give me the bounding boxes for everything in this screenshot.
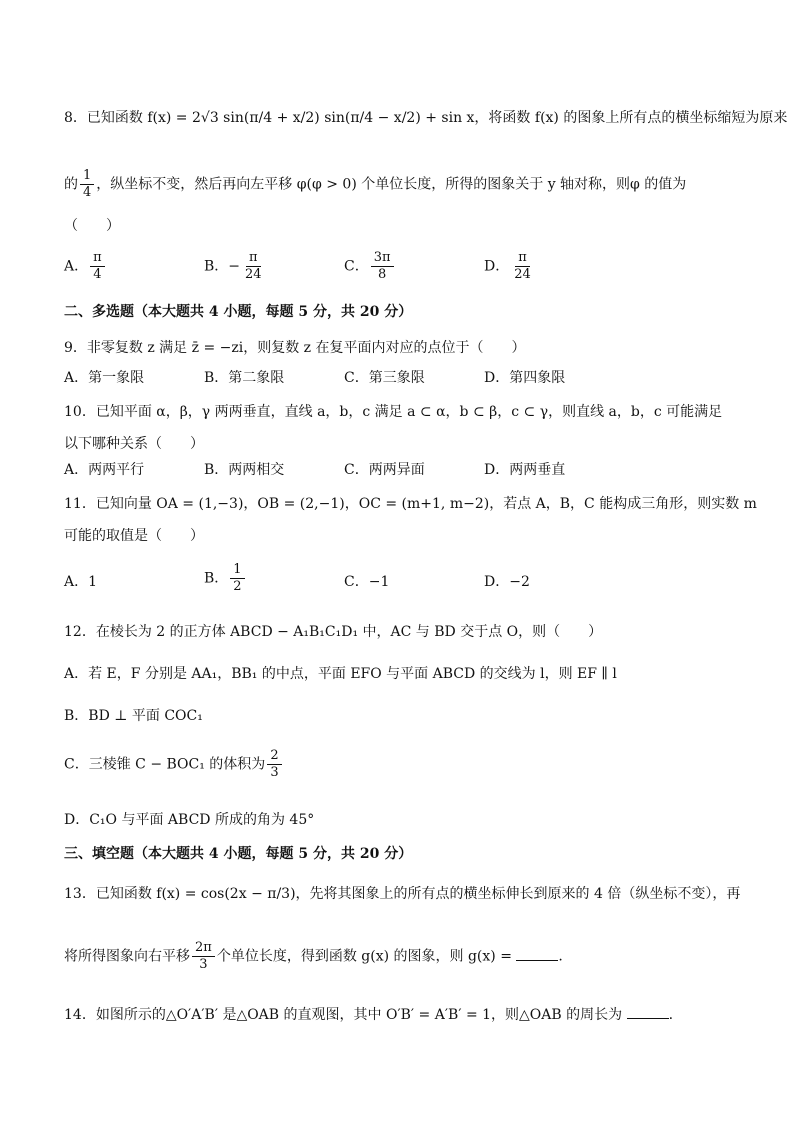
q8-option-a-num: π <box>90 250 105 267</box>
q8-option-d-frac <box>511 250 534 283</box>
q13-answer-blank[interactable] <box>516 946 558 961</box>
q8-option-d-den: 24 <box>514 267 531 282</box>
q11-option-b-frac <box>230 562 244 595</box>
q11-line2: 可能的取值是（ ） <box>64 528 204 544</box>
q12-option-d: D．C₁O 与平面 ABCD 所成的角为 45° <box>64 812 315 828</box>
q8-options <box>64 250 744 290</box>
q13-frac-den: 3 <box>199 957 208 972</box>
q8-option-c-den: 8 <box>377 267 387 282</box>
q13-line2-post: 个单位长度，得到函数 g(x) 的图象，则 g(x) = <box>216 948 512 965</box>
q11-option-c: C．−1 <box>344 574 390 590</box>
q8-option-c-frac <box>371 250 394 283</box>
section-3-heading: 三、填空题（本大题共 4 小题，每题 5 分，共 20 分） <box>64 846 413 862</box>
q8-option-b <box>204 250 267 283</box>
q8-option-a-den: 4 <box>93 267 102 282</box>
q12-option-a: A．若 E，F 分别是 AA₁，BB₁ 的中点，平面 EFO 与平面 ABCD 的交线为 l，则 EF ∥ l <box>64 666 617 682</box>
q8-option-c-label: C． <box>344 258 369 275</box>
q10-option-a: A．两两平行 <box>64 462 145 478</box>
q10-line1: 10．已知平面 α，β，γ 两两垂直，直线 a，b，c 满足 a ⊂ α，b ⊂ β，c ⊂ γ，则直线 a，b，c 可能满足 <box>64 404 723 420</box>
q8-option-d-label: D． <box>484 258 510 275</box>
q13-fraction <box>192 940 215 973</box>
q8-line2 <box>64 168 686 201</box>
q10-option-c: C．两两异面 <box>344 462 425 478</box>
q9-option-a: A．第一象限 <box>64 370 145 386</box>
q10-option-d: D．两两垂直 <box>484 462 566 478</box>
q12-stem: 12．在棱长为 2 的正方体 ABCD − A₁B₁C₁D₁ 中，AC 与 BD 交于点 O，则（ ） <box>64 624 603 640</box>
q13-end: . <box>558 948 563 965</box>
q9-stem: 9．非零复数 z 满足 z̄ = −zi，则复数 z 在复平面内对应的点位于（ ） <box>64 340 526 356</box>
q8-option-a-label: A． <box>64 258 89 275</box>
q8-fraction <box>80 168 94 201</box>
q8-option-b-frac <box>242 250 265 283</box>
q8-option-b-num: π <box>246 250 261 267</box>
q11-option-b-num: 1 <box>230 562 244 579</box>
q10-options <box>64 460 744 480</box>
q10-line2: 以下哪种关系（ ） <box>64 436 204 452</box>
q9-option-d: D．第四象限 <box>484 370 566 386</box>
q11-option-b-label: B． <box>204 570 229 587</box>
q12-option-c-text: C．三棱锥 C − BOC₁ 的体积为 <box>64 756 266 773</box>
q11-option-b-den: 2 <box>233 579 242 594</box>
q14-line <box>64 1004 673 1025</box>
q11-line1: 11．已知向量 OA = (1,−3)，OB = (2,−1)，OC = (m+1, m−2)，若点 A，B，C 能构成三角形，则实数 m <box>64 496 757 512</box>
q8-option-c-num: 3π <box>371 250 394 267</box>
q12-option-c-frac <box>267 748 281 781</box>
q10-option-b: B．两两相交 <box>204 462 285 478</box>
section-2-heading: 二、多选题（本大题共 4 小题，每题 5 分，共 20 分） <box>64 304 413 320</box>
q8-frac-num: 1 <box>80 168 94 185</box>
q13-frac-num: 2π <box>192 940 215 957</box>
q11-option-a: A．1 <box>64 574 98 590</box>
q14-text: 14．如图所示的△O′A′B′ 是△OAB 的直观图，其中 O′B′ = A′B′ = 1，则△OAB 的周长为 <box>64 1007 623 1023</box>
q8-frac-den: 4 <box>83 185 92 200</box>
q13-line2 <box>64 940 563 973</box>
q8-option-d-num: π <box>515 250 530 267</box>
q8-line2-post: ，纵坐标不变，然后再向左平移 φ(φ > 0) 个单位长度，所得的图象关于 y 轴对称，则φ 的值为 <box>96 176 687 193</box>
q11-options <box>64 562 744 602</box>
q8-line1: 8．已知函数 f(x) = 2√3 sin(π/4 + x/2) sin(π/4 − x/2) + sin x，将函数 f(x) 的图象上所有点的横坐标缩短为原来 <box>64 110 788 126</box>
q13-line1: 13．已知函数 f(x) = cos(2x − π/3)，先将其图象上的所有点的横坐标伸长到原来的 4 倍（纵坐标不变），再 <box>64 886 741 902</box>
q12-option-c-num: 2 <box>267 748 281 765</box>
q12-option-b: B．BD ⊥ 平面 COC₁ <box>64 708 203 724</box>
q11-option-d: D．−2 <box>484 574 530 590</box>
q14-answer-blank[interactable] <box>627 1004 669 1019</box>
q8-option-b-den: 24 <box>245 267 262 282</box>
q9-options <box>64 368 744 388</box>
q8-option-a-frac <box>90 250 105 283</box>
q12-option-c-den: 3 <box>270 765 279 780</box>
q8-option-d <box>484 250 536 283</box>
q9-option-c: C．第三象限 <box>344 370 425 386</box>
q8-option-c <box>344 250 396 283</box>
q14-end: . <box>668 1007 674 1023</box>
q8-option-a <box>64 250 107 283</box>
q8-answer-paren: （ ） <box>64 218 120 234</box>
q8-line2-pre: 的 <box>64 176 78 193</box>
q9-option-b: B．第二象限 <box>204 370 285 386</box>
q8-option-b-label: B．− <box>204 258 241 275</box>
q13-line2-pre: 将所得图象向右平移 <box>64 948 190 965</box>
q12-option-c <box>64 748 284 781</box>
q11-option-b <box>204 562 247 595</box>
